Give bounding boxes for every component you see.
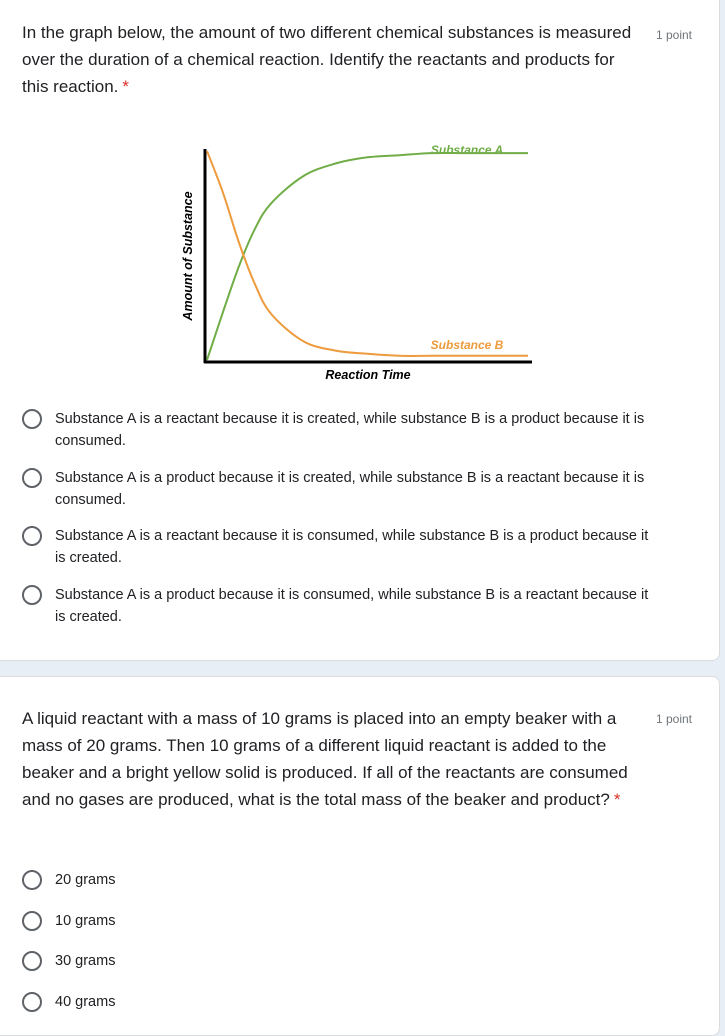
option-label: Substance A is a product because it is consumed, while substance B is a reactant because it is created. (55, 587, 649, 625)
radio-button[interactable] (22, 911, 42, 931)
option-2-4[interactable] (22, 991, 662, 1013)
radio-button[interactable] (22, 526, 42, 546)
option-label: 30 grams (55, 953, 116, 969)
question-card-2 (0, 676, 720, 1036)
reaction-chart (170, 131, 540, 381)
question-2-points: 1 point (655, 712, 692, 726)
question-2-text: A liquid reactant with a mass of 10 grams is placed into an empty beaker with a mass of 20 grams. Then 10 grams of a different liquid reactant is added to the beaker and a bright yellow solid is produced. If all of the reactants are consumed and no gases are produced, what is the total mass of the beaker and product? * (22, 709, 628, 809)
option-2-3[interactable] (22, 950, 662, 972)
radio-button[interactable] (22, 585, 42, 605)
x-axis-label: Reaction Time (325, 368, 411, 381)
series-line-substance-a (207, 153, 528, 360)
option-label: Substance A is a reactant because it is created, while substance B is a product because it is consumed. (55, 411, 645, 449)
option-label: Substance A is a reactant because it is consumed, while substance B is a product because it is created. (55, 528, 649, 566)
question-1-points: 1 point (655, 28, 692, 42)
option-label: Substance A is a product because it is created, while substance B is a reactant because it is consumed. (55, 470, 645, 508)
required-asterisk: * (613, 790, 621, 809)
question-1-text: In the graph below, the amount of two different chemical substances is measured over the duration of a chemical reaction. Identify the reactants and products for this reaction. * (22, 23, 632, 96)
option-1-1[interactable] (22, 408, 662, 452)
radio-button[interactable] (22, 409, 42, 429)
option-1-4[interactable] (22, 584, 662, 628)
series-line-substance-b (207, 151, 528, 356)
required-asterisk: * (122, 77, 130, 96)
radio-button[interactable] (22, 468, 42, 488)
option-label: 10 grams (55, 913, 116, 929)
option-1-2[interactable] (22, 467, 662, 511)
option-label: 40 grams (55, 994, 116, 1010)
radio-button[interactable] (22, 992, 42, 1012)
option-2-1[interactable] (22, 869, 662, 891)
option-2-2[interactable] (22, 910, 662, 932)
legend-label-substance-a: Substance A (430, 143, 504, 157)
radio-button[interactable] (22, 951, 42, 971)
option-1-3[interactable] (22, 525, 662, 569)
radio-button[interactable] (22, 870, 42, 890)
y-axis-label: Amount of Substance (181, 191, 195, 321)
legend-label-substance-b: Substance B (430, 338, 504, 352)
option-label: 20 grams (55, 872, 116, 888)
